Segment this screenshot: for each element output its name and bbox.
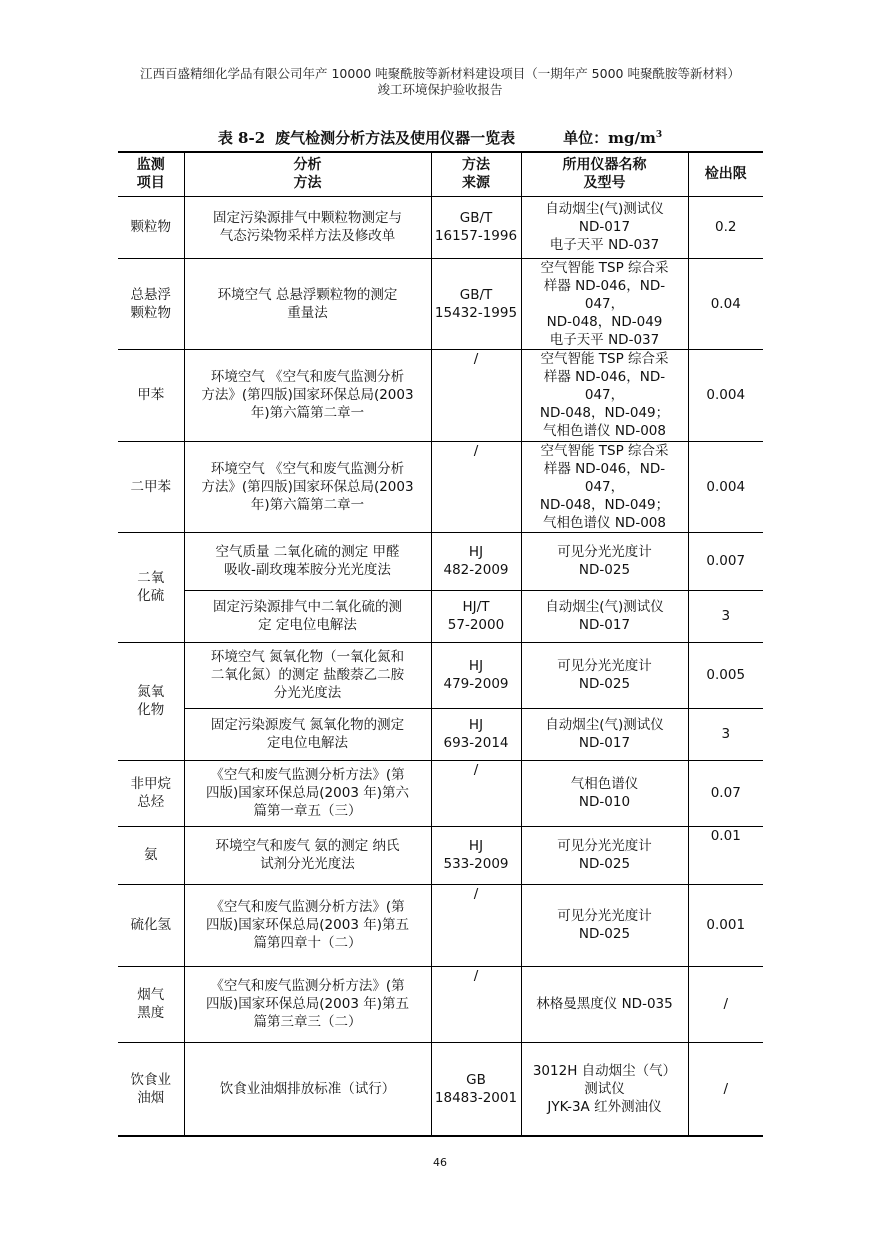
source-cell: HJ 482-2009 (431, 532, 521, 590)
source-cell: / (431, 760, 521, 826)
table-row (118, 441, 763, 532)
instrument-cell: 自动烟尘(气)测试仪 ND-017 电子天平 ND-037 (521, 196, 688, 258)
header-cell: 分析 方法 (184, 152, 431, 196)
pollutant-cell: 二氧 化硫 (118, 532, 184, 642)
table-unit: 单位：$mg/m^3$ (563, 129, 663, 147)
detection-limit-cell: / (688, 966, 763, 1042)
method-cell: 固定污染源废气 氮氧化物的测定 定电位电解法 (184, 708, 431, 760)
table-row (118, 258, 763, 349)
page-number: 46 (433, 1156, 447, 1169)
instrument-cell: 3012H 自动烟尘（气） 测试仪 JYK-3A 红外测油仪 (521, 1042, 688, 1136)
pollutant-cell: 颗粒物 (118, 196, 184, 258)
instrument-cell: 可见分光光度计 ND-025 (521, 884, 688, 966)
table-title: 废气检测分析方法及使用仪器一览表 (275, 129, 516, 147)
pollutant-cell: 氨 (118, 826, 184, 884)
source-cell: / (431, 966, 521, 1042)
method-cell: 环境空气 氮氧化物（一氧化氮和 二氧化氮）的测定 盐酸萘乙二胺 分光光度法 (184, 642, 431, 708)
header-cell: 所用仪器名称 及型号 (521, 152, 688, 196)
source-cell: GB/T 15432-1995 (431, 258, 521, 349)
table-row (118, 349, 763, 441)
detection-limit-cell: 0.01 (688, 826, 763, 884)
method-cell: 饮食业油烟排放标准（试行） (184, 1042, 431, 1136)
detection-limit-cell: 0.07 (688, 760, 763, 826)
detection-limit-cell: 0.004 (688, 349, 763, 441)
method-cell: 环境空气 《空气和废气监测分析 方法》(第四版)国家环保总局(2003 年)第六篇第二章一 (184, 349, 431, 441)
pollutant-cell: 烟气 黑度 (118, 966, 184, 1042)
header-cell: 检出限 (688, 152, 763, 196)
pollutant-cell: 二甲苯 (118, 441, 184, 532)
pollutant-cell: 总悬浮 颗粒物 (118, 258, 184, 349)
pollutant-cell: 甲苯 (118, 349, 184, 441)
table-row (118, 760, 763, 826)
pollutant-cell: 硫化氢 (118, 884, 184, 966)
table-row (118, 642, 763, 708)
table-number: 表 8-2 (217, 129, 266, 147)
source-cell: GB 18483-2001 (431, 1042, 521, 1136)
method-cell: 环境空气 《空气和废气监测分析 方法》(第四版)国家环保总局(2003 年)第六篇第二章一 (184, 441, 431, 532)
source-cell: HJ 693-2014 (431, 708, 521, 760)
table-row (118, 966, 763, 1042)
detection-limit-cell: 0.04 (688, 258, 763, 349)
source-cell: HJ 533-2009 (431, 826, 521, 884)
table-header-row (118, 152, 763, 196)
table-row (118, 196, 763, 258)
source-cell: HJ 479-2009 (431, 642, 521, 708)
source-cell: HJ/T 57-2000 (431, 590, 521, 642)
method-cell: 《空气和废气监测分析方法》(第 四版)国家环保总局(2003 年)第五 篇第四章十（二） (184, 884, 431, 966)
method-cell: 固定污染源排气中颗粒物测定与 气态污染物采样方法及修改单 (184, 196, 431, 258)
method-cell: 环境空气和废气 氨的测定 纳氏 试剂分光光度法 (184, 826, 431, 884)
header-cell: 方法 来源 (431, 152, 521, 196)
report-header-line2: 竣工环境保护验收报告 (377, 82, 503, 97)
pollutant-cell: 氮氧 化物 (118, 642, 184, 760)
instrument-cell: 气相色谱仪 ND-010 (521, 760, 688, 826)
pollutant-cell: 饮食业 油烟 (118, 1042, 184, 1136)
table-row (118, 884, 763, 966)
table-row (118, 532, 763, 590)
header-cell: 监测 项目 (118, 152, 184, 196)
source-cell: / (431, 441, 521, 532)
table-row (118, 826, 763, 884)
detection-limit-cell: 0.005 (688, 642, 763, 708)
method-cell: 《空气和废气监测分析方法》(第 四版)国家环保总局(2003 年)第五 篇第三章三（二） (184, 966, 431, 1042)
instrument-cell: 自动烟尘(气)测试仪 ND-017 (521, 590, 688, 642)
report-header-line1: 江西百盛精细化学品有限公司年产 10000 吨聚酰胺等新材料建设项目（一期年产 5000 吨聚酰胺等新材料） (140, 66, 740, 81)
detection-limit-cell: 0.007 (688, 532, 763, 590)
instrument-cell: 空气智能 TSP 综合采 样器 ND-046，ND-047， ND-048，ND-049； 气相色谱仪 ND-008 (521, 349, 688, 441)
table-caption (0, 127, 880, 148)
source-cell: / (431, 884, 521, 966)
source-cell: GB/T 16157-1996 (431, 196, 521, 258)
table-row (118, 590, 763, 642)
instrument-cell: 空气智能 TSP 综合采 样器 ND-046，ND-047， ND-048，ND-049； 气相色谱仪 ND-008 (521, 441, 688, 532)
method-cell: 空气质量 二氧化硫的测定 甲醛 吸收-副玫瑰苯胺分光光度法 (184, 532, 431, 590)
instrument-cell: 自动烟尘(气)测试仪 ND-017 (521, 708, 688, 760)
table-row (118, 1042, 763, 1136)
source-cell: / (431, 349, 521, 441)
instrument-cell: 林格曼黑度仪 ND-035 (521, 966, 688, 1042)
method-cell: 固定污染源排气中二氧化硫的测 定 定电位电解法 (184, 590, 431, 642)
detection-limit-cell: 3 (688, 708, 763, 760)
detection-limit-cell: / (688, 1042, 763, 1136)
pollutant-cell: 非甲烷 总烃 (118, 760, 184, 826)
detection-limit-cell: 0.2 (688, 196, 763, 258)
instrument-cell: 可见分光光度计 ND-025 (521, 826, 688, 884)
method-cell: 《空气和废气监测分析方法》(第 四版)国家环保总局(2003 年)第六 篇第一章五（三） (184, 760, 431, 826)
table-row (118, 708, 763, 760)
waste-gas-methods-table (118, 151, 763, 1137)
instrument-cell: 空气智能 TSP 综合采 样器 ND-046，ND-047， ND-048，ND-049 电子天平 ND-037 (521, 258, 688, 349)
detection-limit-cell: 3 (688, 590, 763, 642)
instrument-cell: 可见分光光度计 ND-025 (521, 642, 688, 708)
instrument-cell: 可见分光光度计 ND-025 (521, 532, 688, 590)
detection-limit-cell: 0.001 (688, 884, 763, 966)
detection-limit-cell: 0.004 (688, 441, 763, 532)
method-cell: 环境空气 总悬浮颗粒物的测定 重量法 (184, 258, 431, 349)
